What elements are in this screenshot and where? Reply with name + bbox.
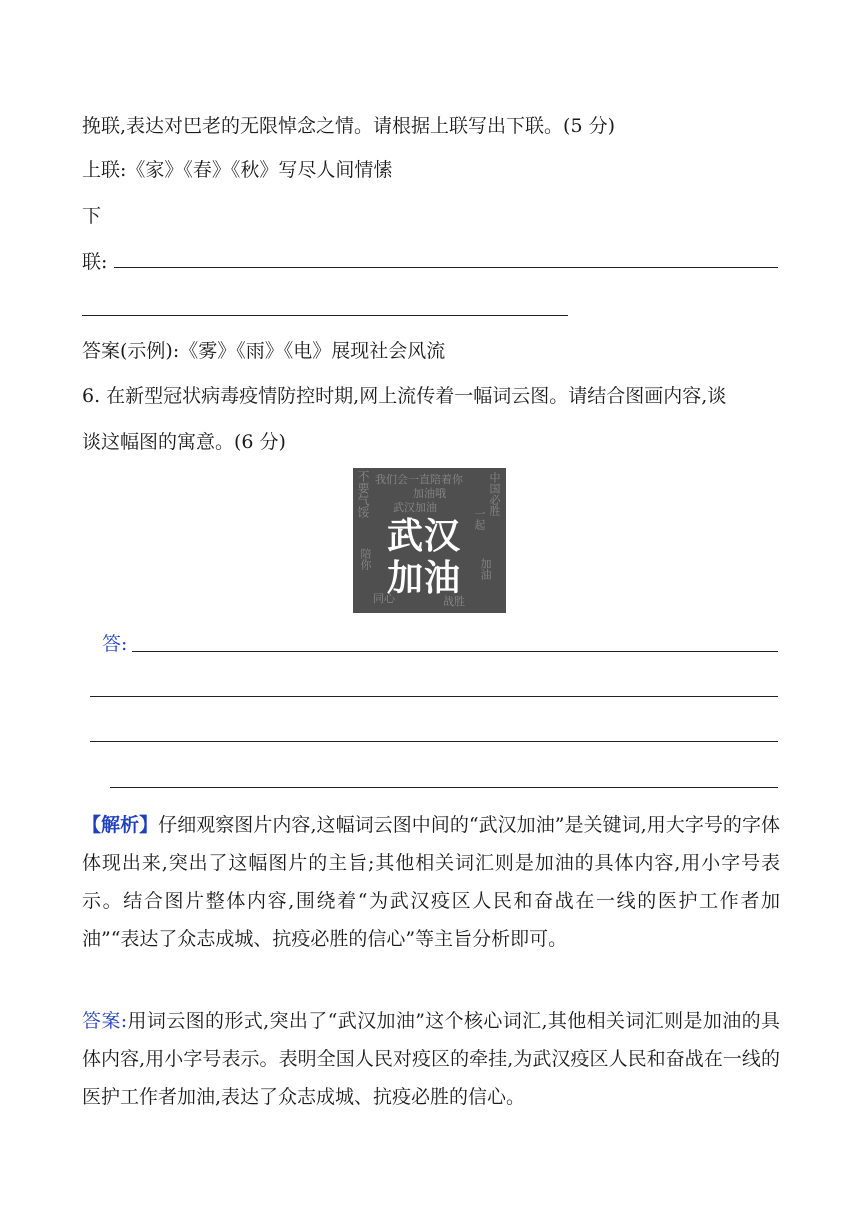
- q6-answer-line-3[interactable]: [90, 741, 778, 742]
- q6-answer-label: 答:: [102, 633, 128, 655]
- wc-word: 我们会一直陪着你: [375, 473, 463, 486]
- analysis-text: 仔细观察图片内容,这幅词云图中间的“武汉加油”是关键词,用大字号的字体体现出来,突出了这幅图片的主旨;其他相关词汇则是加油的具体内容,用小字号表示。结合图片整体内容,围绕着“为武汉疫区人民和奋战在一线的医护工作者加油”“表达了众志成城、抗疫必胜的信心”等主旨分析即可。: [82, 814, 780, 950]
- wc-word: 陪你: [359, 548, 372, 570]
- wc-word: 加油哦: [413, 487, 446, 500]
- q5-answer: 答案(示例):《雾》《雨》《电》展现社会风流: [82, 340, 446, 362]
- q5-answer-line-1[interactable]: [114, 267, 778, 268]
- wc-word: 加油: [479, 558, 492, 580]
- q5-upper-couplet: 上联:《家》《春》《秋》写尽人间情愫: [82, 159, 393, 181]
- q5-answer-line-2[interactable]: [82, 315, 568, 316]
- q6-answer: [82, 1002, 780, 1116]
- q6-answer-line-1[interactable]: [132, 651, 778, 652]
- q5-lower-label: 联:: [82, 251, 108, 273]
- q6-prompt-line-1: 6. 在新型冠状病毒疫情防控时期,网上流传着一幅词云图。请结合图画内容,谈: [82, 385, 727, 407]
- wc-word: 不要气馁: [356, 470, 370, 518]
- wc-word: 同心: [373, 592, 395, 605]
- wc-word: 中国必胜: [488, 472, 501, 516]
- q5-lower-char: 下: [82, 205, 102, 227]
- q6-prompt-line-2: 谈这幅图的寓意。(6 分): [82, 431, 286, 453]
- word-cloud-image: [353, 468, 506, 613]
- wc-word: 武汉加油: [393, 501, 437, 514]
- q6-answer-line-4[interactable]: [110, 787, 778, 788]
- q6-answer-line-2[interactable]: [90, 696, 778, 697]
- answer-tag: 答案:: [82, 1010, 128, 1032]
- answer-text: 用词云图的形式,突出了“武汉加油”这个核心词汇,其他相关词汇则是加油的具体内容,用小字号表示。表明全国人民对疫区的牵挂,为武汉疫区人民和奋战在一线的医护工作者加油,表达了众志成城、抗疫必胜的信心。: [82, 1010, 781, 1108]
- wc-word: 一起: [473, 508, 486, 530]
- wc-main-word-line-1: 武汉: [387, 516, 462, 557]
- analysis-tag: 【解析】: [82, 814, 159, 836]
- q5-intro: 挽联,表达对巴老的无限悼念之情。请根据上联写出下联。(5 分): [82, 115, 615, 137]
- q6-analysis: [82, 806, 780, 958]
- wc-main-word-line-2: 加油: [387, 558, 462, 599]
- wc-word: 战胜: [443, 595, 465, 608]
